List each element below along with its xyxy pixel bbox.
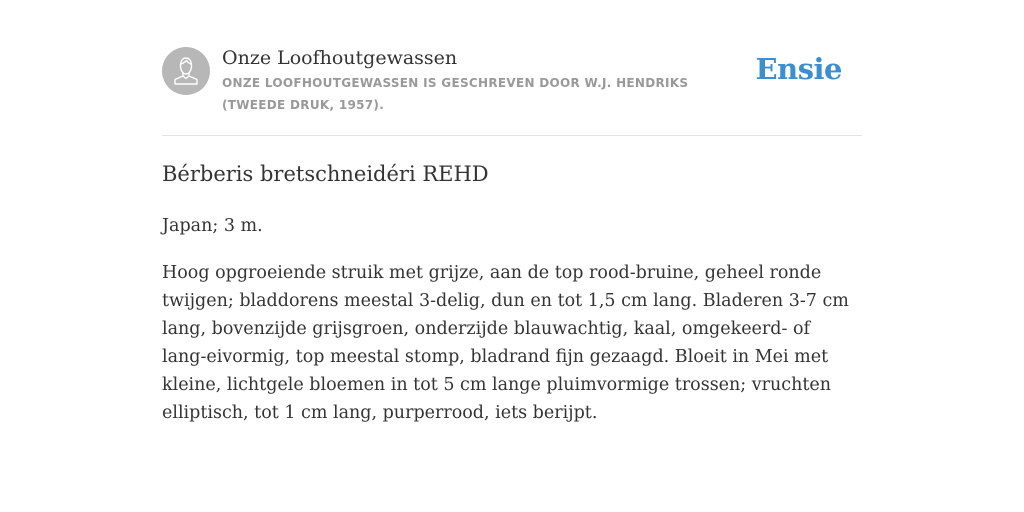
avatar — [162, 47, 210, 95]
entry-paragraph: Hoog opgroeiende struik met grijze, aan de top rood-bruine, geheel ronde twijgen; bladdorens meestal 3-delig, dun en tot 1,5 cm lang. Bladeren 3-7 cm lang, bovenzijde grijsgroen, onderzijde blauwachtig, kaal, omgekeerd- of lang-eivormig, top meestal stomp, bladrand fijn gezaagd. Bloeit in Mei met kleine, lichtgele bloemen in tot 5 cm lange pluimvormige trossen; vruchten elliptisch, tot 1 cm lang, purperrood, iets berijpt. — [162, 263, 849, 423]
entry-paragraph: Japan; 3 m. — [162, 216, 263, 236]
ensie-logo[interactable]: Ensie — [755, 52, 842, 86]
entry-title: Bérberis bretschneidéri REHD — [162, 162, 489, 186]
user-silhouette-icon — [162, 47, 210, 95]
book-description: ONZE LOOFHOUTGEWASSEN IS GESCHREVEN DOOR W.J. HENDRIKS (TWEEDE DRUK, 1957). — [222, 76, 689, 112]
header-divider — [162, 135, 862, 136]
book-title[interactable]: Onze Loofhoutgewassen — [222, 47, 458, 69]
